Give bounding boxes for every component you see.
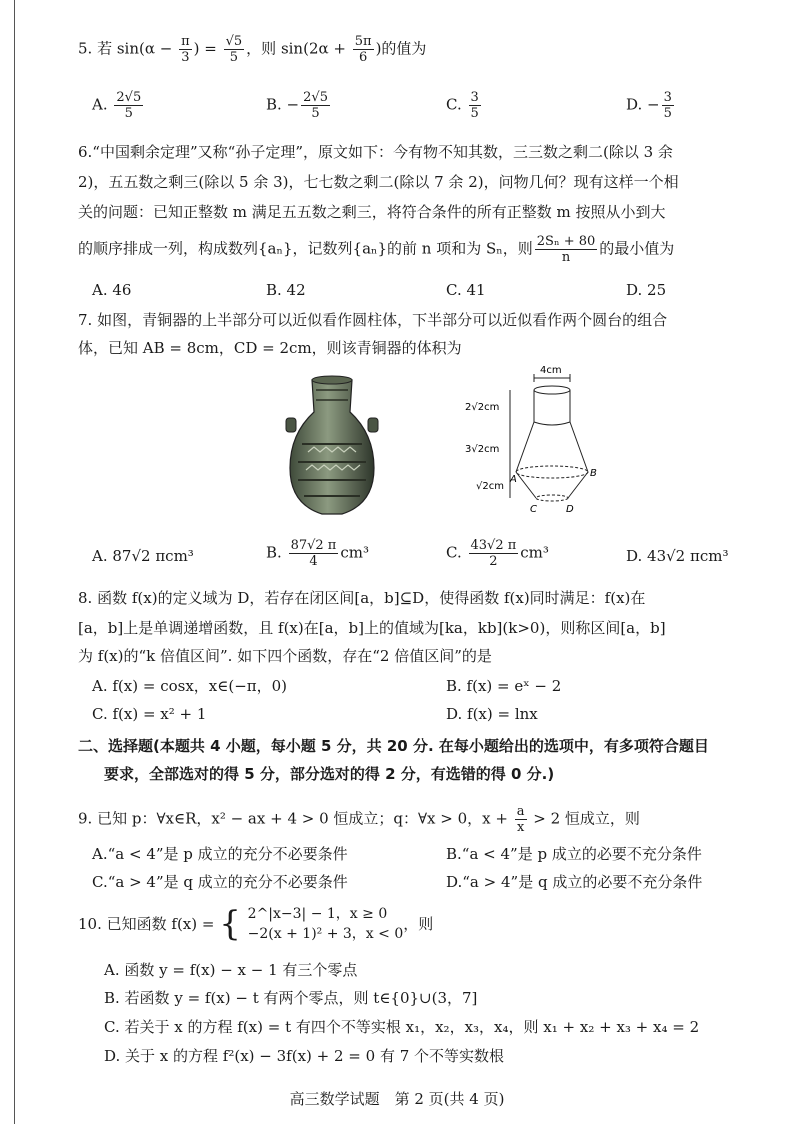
- height-1-label: 2√2cm: [465, 402, 500, 413]
- q5-opt-b-frac: [301, 90, 330, 121]
- q10-piece-1: 2^|x−3| − 1，x ≥ 0: [247, 906, 388, 922]
- lower-frustum-left-edge: [516, 472, 536, 498]
- q7-opt-c-den: 2: [489, 554, 498, 569]
- section-2-instructions: 要求，全部选对的得 5 分，部分选对的得 2 分，有选错的得 0 分.): [104, 765, 555, 783]
- q5-opt-c-den: 5: [470, 106, 479, 121]
- q5-frac2-num: √5: [225, 34, 243, 49]
- q6-line-3: 关的问题：已知正整数 m 满足五五数之剩三，将符合条件的所有正整数 m 按照从小到大: [78, 203, 666, 221]
- q5-option-a[interactable]: [92, 90, 145, 121]
- q7-opt-b-frac: [289, 538, 339, 569]
- q10-stem-text: 10. 已知函数 f(x) =: [78, 915, 215, 933]
- cylinder-bottom: [534, 422, 570, 425]
- q10-option-c[interactable]: C. 若关于 x 的方程 f(x) = t 有四个不等实根 x₁，x₂，x₃，x₄，则 x₁ + x₂ + x₃ + x₄ = 2: [104, 1018, 700, 1036]
- point-c-label: C: [530, 504, 537, 515]
- q6-line-2: 2)，五五数之剩三(除以 5 余 3)，七七数之剩二(除以 7 余 2)，问物几何？现有这样一个相: [78, 173, 679, 191]
- q5-frac3-num: 5π: [354, 34, 372, 49]
- q7-opt-c-unit: cm³: [520, 543, 549, 562]
- q6-frac: [535, 234, 598, 265]
- q10-stem-end: ，则: [403, 915, 434, 933]
- margin-rule: [14, 0, 15, 1124]
- q10-piece-2: −2(x + 1)² + 3，x < 0: [247, 926, 404, 942]
- q6-option-b[interactable]: B. 42: [266, 281, 306, 299]
- q5-text-c: ，则 sin(2α +: [246, 39, 351, 58]
- q5-opt-c-frac: [469, 90, 481, 121]
- point-a-label: A: [510, 474, 517, 485]
- q5-frac3: [353, 34, 374, 65]
- height-3-label: √2cm: [476, 481, 504, 492]
- q6-option-a[interactable]: A. 46: [92, 281, 132, 299]
- bronze-vessel-illustration: [278, 372, 386, 522]
- q8-option-c[interactable]: C. f(x) = x² + 1: [92, 705, 207, 723]
- q9-option-d[interactable]: D.“a > 4”是 q 成立的必要不充分条件: [446, 873, 703, 891]
- q6-frac-num: 2Sₙ + 80: [536, 234, 596, 249]
- cylinder-top: [534, 386, 570, 394]
- q9-frac: [515, 804, 527, 835]
- q5-opt-c-label: C.: [446, 95, 462, 114]
- q7-option-c[interactable]: [446, 538, 549, 569]
- q7-option-a[interactable]: A. 87√2 πcm³: [92, 547, 194, 565]
- frustum-middle-section: [516, 466, 588, 478]
- q7-opt-c-frac: [469, 538, 519, 569]
- q5-opt-d-num: 3: [663, 90, 672, 105]
- q5-option-d[interactable]: [626, 90, 676, 121]
- q7-opt-b-label: B.: [266, 543, 282, 562]
- q6-option-c[interactable]: C. 41: [446, 281, 486, 299]
- q7-line-2: 体，已知 AB = 8cm，CD = 2cm，则该青铜器的体积为: [78, 339, 462, 357]
- q5-opt-a-den: 5: [124, 106, 133, 121]
- q5-option-c[interactable]: [446, 90, 483, 121]
- q7-opt-c-num: 43√2 π: [470, 538, 517, 553]
- base-section: [536, 495, 568, 501]
- q5-opt-b-num: 2√5: [303, 90, 328, 105]
- q5-frac1-den: 3: [181, 50, 190, 65]
- q8-option-d[interactable]: D. f(x) = lnx: [446, 705, 538, 723]
- q8-line-1: 8. 函数 f(x)的定义域为 D，若存在闭区间[a，b]⊆D，使得函数 f(x)同时满足：f(x)在: [78, 589, 646, 607]
- q5-frac1: [179, 34, 192, 65]
- q5-text-d: )的值为: [375, 39, 427, 58]
- q5-opt-a-num: 2√5: [116, 90, 142, 105]
- q6-frac-den: n: [561, 250, 571, 265]
- q5-opt-d-den: 5: [663, 106, 672, 121]
- q5-frac3-den: 6: [359, 50, 368, 65]
- q5-opt-a-label: A.: [92, 95, 108, 114]
- q6-line-4: [78, 234, 674, 265]
- q9-option-a[interactable]: A.“a < 4”是 p 成立的充分不必要条件: [92, 845, 348, 863]
- section-2-heading: 二、选择题(本题共 4 小题，每小题 5 分，共 20 分. 在每小题给出的选项中，有多项符合题目: [78, 737, 709, 755]
- frustum-diagram: [462, 362, 612, 522]
- q10-option-a[interactable]: A. 函数 y = f(x) − x − 1 有三个零点: [104, 961, 358, 979]
- q9-text-b: > 2 恒成立，则: [528, 809, 640, 828]
- q8-line-2: [a，b]上是单调递增函数，且 f(x)在[a，b]上的值域为[ka，kb](k>0)，则称区间[a，b]: [78, 619, 666, 637]
- q6-line-1: 6.“中国剩余定理”又称“孙子定理”，原文如下：今有物不知其数，三三数之剩二(除以 3 余: [78, 143, 673, 161]
- q7-opt-b-den: 4: [309, 554, 318, 569]
- q5-frac1-num: π: [181, 34, 190, 49]
- q9-option-b[interactable]: B.“a < 4”是 p 成立的必要不充分条件: [446, 845, 702, 863]
- q5-opt-d-frac: [662, 90, 674, 121]
- q10-option-b[interactable]: B. 若函数 y = f(x) − t 有两个零点，则 t∈{0}∪(3，7]: [104, 989, 478, 1007]
- height-2-label: 3√2cm: [465, 444, 500, 455]
- frustum-right-edge: [570, 422, 588, 472]
- q5-opt-b-den: 5: [311, 106, 320, 121]
- question-5-stem: [78, 34, 426, 65]
- q6-option-d[interactable]: D. 25: [626, 281, 667, 299]
- q9-frac-den: x: [516, 820, 525, 835]
- q7-option-d[interactable]: D. 43√2 πcm³: [626, 547, 729, 565]
- q6-line-4-text-a: 的顺序排成一列，构成数列{aₙ}，记数列{aₙ}的前 n 项和为 Sₙ，则: [78, 239, 533, 258]
- q5-text-b: ) =: [193, 39, 222, 58]
- q7-opt-b-unit: cm³: [340, 543, 369, 562]
- q5-opt-b-label: B. −: [266, 95, 300, 114]
- q9-text-a: 9. 已知 p：∀x∈R，x² − ax + 4 > 0 恒成立；q：∀x > 0，x +: [78, 809, 513, 828]
- page-footer: 高三数学试题 第 2 页(共 4 页): [289, 1090, 505, 1108]
- q7-line-1: 7. 如图，青铜器的上半部分可以近似看作圆柱体，下半部分可以近似看作两个圆台的组合: [78, 311, 668, 329]
- q10-brace: {: [219, 904, 241, 944]
- q8-line-3: 为 f(x)的“k 倍值区间”. 如下四个函数，存在“2 倍值区间”的是: [78, 647, 492, 665]
- q9-frac-num: a: [516, 804, 525, 819]
- point-b-label: B: [590, 468, 597, 479]
- q7-opt-c-label: C.: [446, 543, 462, 562]
- q9-stem: [78, 804, 640, 835]
- q10-option-d[interactable]: D. 关于 x 的方程 f²(x) − 3f(x) + 2 = 0 有 7 个不等实数根: [104, 1047, 505, 1065]
- q5-opt-c-num: 3: [470, 90, 479, 105]
- q5-frac2: [224, 34, 245, 65]
- q5-text-a: 5. 若 sin(α −: [78, 39, 178, 58]
- q10-piecewise: [248, 904, 404, 944]
- q8-option-b[interactable]: B. f(x) = eˣ − 2: [446, 677, 562, 695]
- bronze-vessel-photo: [278, 372, 386, 522]
- top-width-label: 4cm: [540, 365, 562, 376]
- q7-opt-b-num: 87√2 π: [290, 538, 337, 553]
- point-d-label: D: [566, 504, 574, 515]
- q5-opt-d-label: D. −: [626, 95, 660, 114]
- q5-option-b[interactable]: [266, 90, 332, 121]
- q7-option-b[interactable]: [266, 538, 369, 569]
- cylinder-frustum-figure: [462, 362, 612, 522]
- q9-option-c[interactable]: C.“a > 4”是 q 成立的充分不必要条件: [92, 873, 348, 891]
- q5-frac2-den: 5: [229, 50, 239, 65]
- q6-line-4-text-b: 的最小值为: [599, 239, 675, 258]
- q8-option-a[interactable]: A. f(x) = cosx，x∈(−π，0): [92, 677, 288, 695]
- frustum-left-edge: [516, 422, 534, 472]
- q5-opt-a-frac: [114, 90, 143, 121]
- q10-stem: [78, 904, 433, 948]
